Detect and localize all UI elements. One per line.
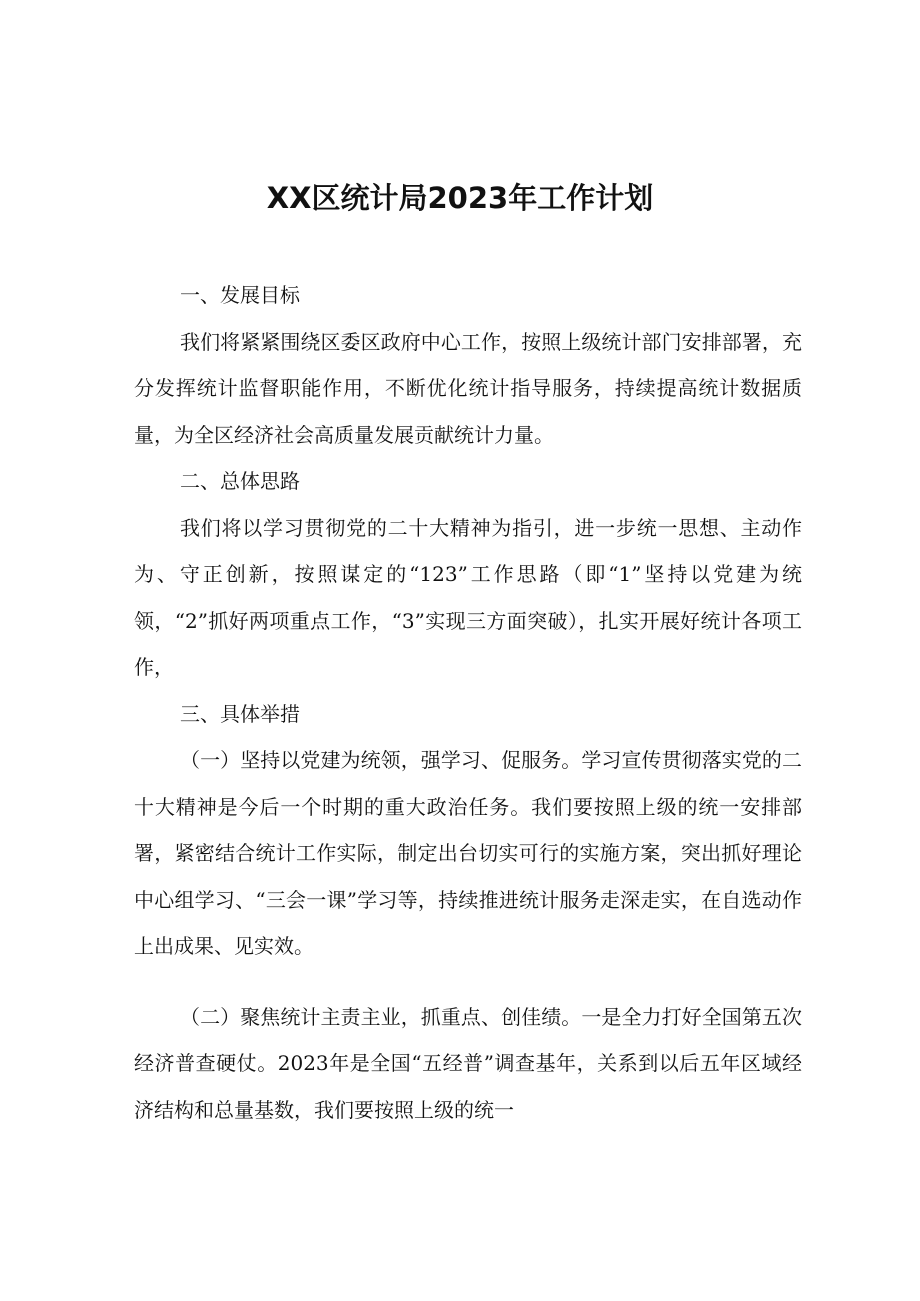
section-heading-goals: 一、发展目标 [180,283,300,307]
paragraph-approach: 我们将以学习贯彻党的二十大精神为指引，进一步统一思想、主动作为、守正创新，按照谋定的“123”工作思路（即“1”坚持以党建为统领，“2”抓好两项重点工作，“3”实现三方面突破），扎实开展好统计各项工作， [134,515,802,679]
paragraph-measure-1: （一）坚持以党建为统领，强学习、促服务。学习宣传贯彻落实党的二十大精神是今后一个时期的重大政治任务。我们要按照上级的统一安排部署，紧密结合统计工作实际，制定出台切实可行的实施方案，突出抓好理论中心组学习、“三会一课”学习等，持续推进统计服务走深走实，在自选动作上出成果、见实效。 [134,748,802,958]
section-heading-measures: 三、具体举措 [180,701,300,726]
section-heading-approach: 二、总体思路 [180,469,300,493]
paragraph-goals: 我们将紧紧围绕区委区政府中心工作，按照上级统计部门安排部署，充分发挥统计监督职能作用，不断优化统计指导服务，持续提高统计数据质量，为全区经济社会高质量发展贡献统计力量。 [134,329,802,447]
document-body [134,272,802,1133]
document-title: XX区统计局2023年工作计划 [266,181,654,215]
paragraph-measure-2: （二）聚焦统计主责主业，抓重点、创佳绩。一是全力打好全国第五次经济普查硬仗。2023年是全国“五经普”调查基年，关系到以后五年区域经济结构和总量基数，我们要按照上级的统一 [134,1004,802,1122]
